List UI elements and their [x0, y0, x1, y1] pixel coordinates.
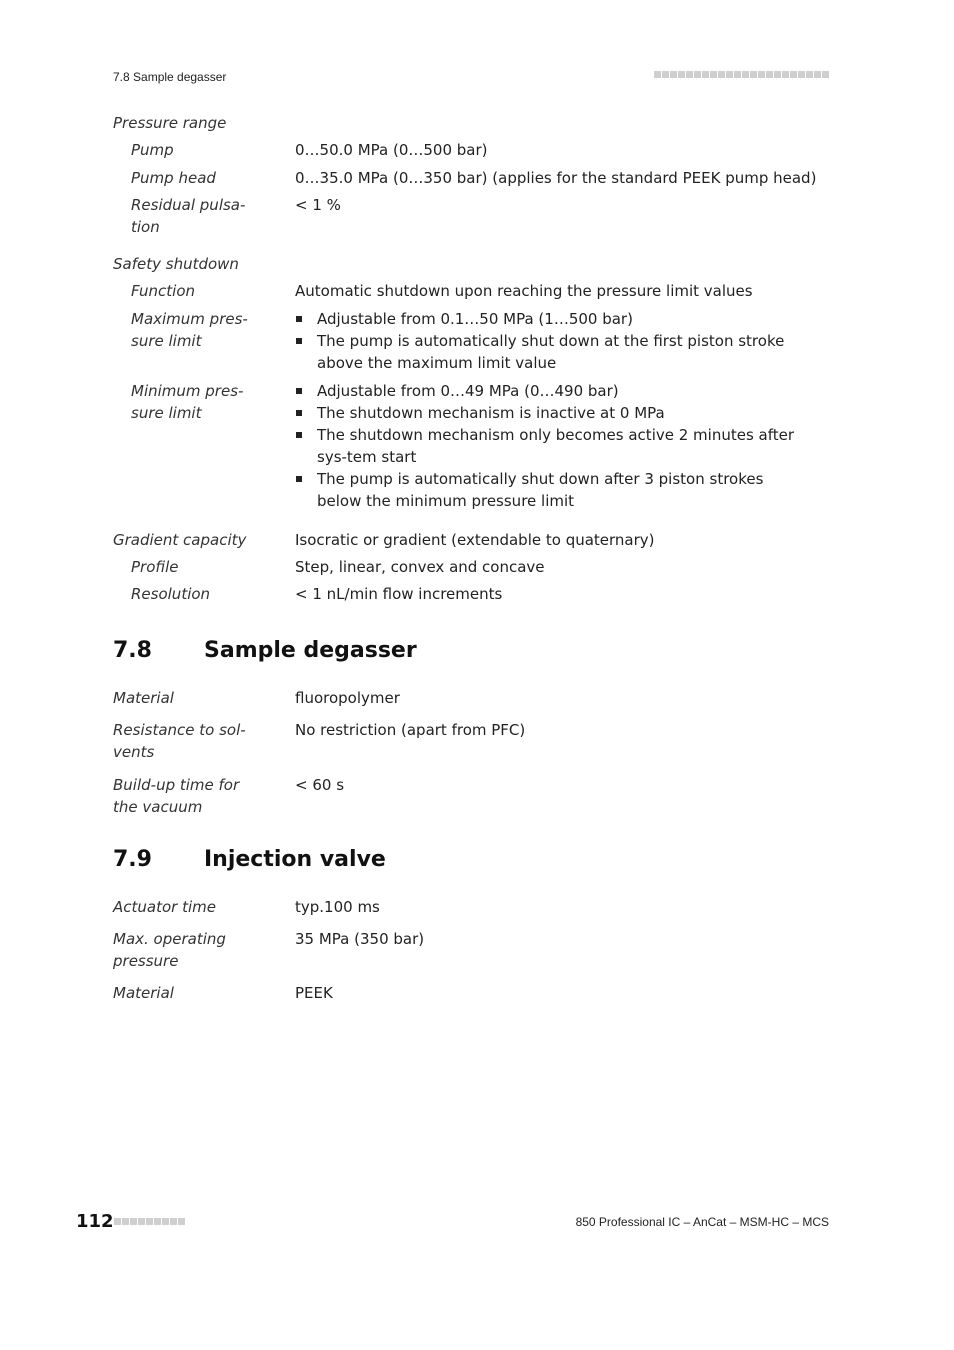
spec-label: Resolution — [131, 585, 211, 603]
spec-label — [113, 719, 283, 763]
spec-label-line: Residual pulsa- — [131, 196, 246, 214]
spec-label — [131, 380, 281, 424]
spec-label: Function — [131, 282, 196, 300]
decorative-square — [710, 71, 717, 78]
spec-value: 35 MPa (350 bar) — [295, 930, 425, 948]
spec-label: Safety shutdown — [113, 255, 239, 273]
spec-label: Material — [113, 984, 174, 1002]
spec-label: Pump — [131, 141, 174, 159]
decorative-square — [670, 71, 677, 78]
spec-label: Gradient capacity — [113, 531, 247, 549]
decorative-square — [686, 71, 693, 78]
decorative-square — [154, 1218, 161, 1225]
list-item: The shutdown mechanism is inactive at 0 MPa — [295, 402, 805, 424]
spec-label-line: Minimum pres- — [131, 382, 244, 400]
spec-label: Profile — [131, 558, 179, 576]
decorative-square — [138, 1218, 145, 1225]
decorative-square — [790, 71, 797, 78]
decorative-square — [822, 71, 829, 78]
section-heading-7-9 — [113, 847, 386, 872]
decorative-square — [654, 71, 661, 78]
decorative-square — [750, 71, 757, 78]
spec-value: Isocratic or gradient (extendable to quaternary) — [295, 531, 655, 549]
spec-label: Material — [113, 689, 174, 707]
spec-label — [113, 774, 283, 818]
footer-decoration — [114, 1218, 185, 1225]
spec-label-line: sure limit — [131, 332, 202, 350]
decorative-square — [702, 71, 709, 78]
spec-label: Actuator time — [113, 898, 216, 916]
bullet-list — [295, 308, 785, 374]
spec-label-line: sure limit — [131, 404, 202, 422]
running-header: 7.8 Sample degasser — [113, 70, 227, 84]
page-number: 112 — [76, 1211, 114, 1232]
decorative-square — [678, 71, 685, 78]
decorative-square — [170, 1218, 177, 1225]
section-heading-7-8 — [113, 638, 417, 663]
spec-value: < 1 nL/min flow increments — [295, 585, 503, 603]
spec-label-line: vents — [113, 743, 155, 761]
spec-label: Pressure range — [113, 114, 227, 132]
decorative-square — [734, 71, 741, 78]
spec-label-line: tion — [131, 218, 160, 236]
decorative-square — [718, 71, 725, 78]
header-decoration — [654, 71, 829, 78]
spec-label-line: the vacuum — [113, 798, 203, 816]
list-item: Adjustable from 0.1…50 MPa (1…500 bar) — [295, 308, 785, 330]
decorative-square — [758, 71, 765, 78]
spec-value: Step, linear, convex and concave — [295, 558, 545, 576]
list-item: Adjustable from 0…49 MPa (0…490 bar) — [295, 380, 805, 402]
section-title: Injection valve — [204, 847, 386, 872]
decorative-square — [162, 1218, 169, 1225]
spec-value: < 1 % — [295, 196, 341, 214]
spec-label-line: Resistance to sol- — [113, 721, 246, 739]
spec-label-line: pressure — [113, 952, 179, 970]
spec-label — [131, 194, 281, 238]
decorative-square — [178, 1218, 185, 1225]
spec-value: Automatic shutdown upon reaching the pressure limit values — [295, 282, 753, 300]
spec-label — [131, 308, 281, 352]
spec-value: fluoropolymer — [295, 689, 400, 707]
decorative-square — [726, 71, 733, 78]
section-number: 7.9 — [113, 847, 152, 872]
spec-label: Pump head — [131, 169, 216, 187]
decorative-square — [122, 1218, 129, 1225]
document-title: 850 Professional IC – AnCat – MSM-HC – MCS — [575, 1215, 829, 1229]
spec-label-line: Build-up time for — [113, 776, 240, 794]
spec-value: 0…50.0 MPa (0…500 bar) — [295, 141, 488, 159]
list-item: The pump is automatically shut down after 3 piston strokes below the minimum pressure limit — [295, 468, 805, 512]
decorative-square — [114, 1218, 121, 1225]
spec-value: No restriction (apart from PFC) — [295, 721, 526, 739]
decorative-square — [146, 1218, 153, 1225]
list-item: The shutdown mechanism only becomes active 2 minutes after sys-tem start — [295, 424, 805, 468]
spec-value: < 60 s — [295, 776, 345, 794]
section-number: 7.8 — [113, 638, 152, 663]
spec-value: typ.100 ms — [295, 898, 380, 916]
spec-value: 0…35.0 MPa (0…350 bar) (applies for the standard PEEK pump head) — [295, 169, 817, 187]
decorative-square — [742, 71, 749, 78]
spec-label — [113, 928, 283, 972]
bullet-list — [295, 380, 805, 512]
spec-label-line: Maximum pres- — [131, 310, 248, 328]
decorative-square — [798, 71, 805, 78]
spec-label-line: Max. operating — [113, 930, 226, 948]
decorative-square — [694, 71, 701, 78]
decorative-square — [806, 71, 813, 78]
decorative-square — [662, 71, 669, 78]
decorative-square — [766, 71, 773, 78]
decorative-square — [814, 71, 821, 78]
decorative-square — [782, 71, 789, 78]
section-title: Sample degasser — [204, 638, 417, 663]
spec-value: PEEK — [295, 984, 333, 1002]
decorative-square — [130, 1218, 137, 1225]
list-item: The pump is automatically shut down at the first piston stroke above the maximum limit value — [295, 330, 785, 374]
decorative-square — [774, 71, 781, 78]
